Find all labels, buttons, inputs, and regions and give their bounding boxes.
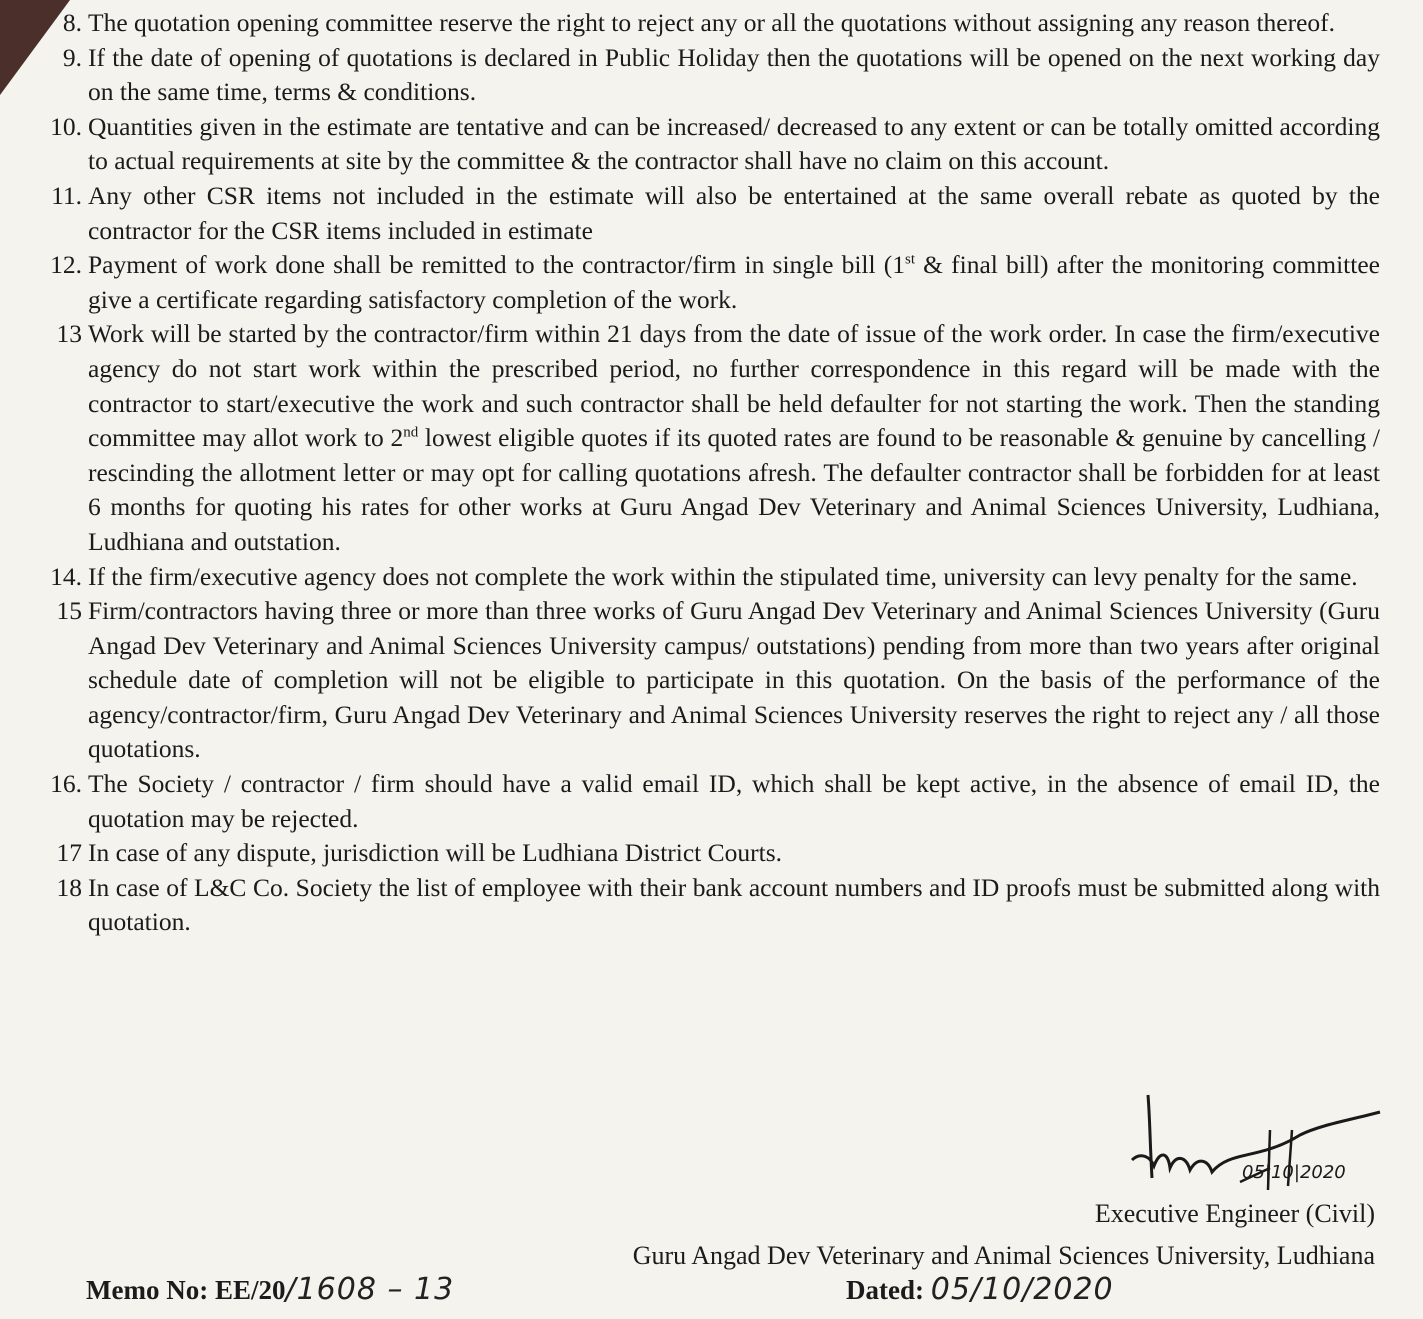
clause-number: 9. <box>62 42 82 72</box>
handwritten-signature <box>1120 1090 1390 1200</box>
clause-number: 10. <box>50 111 82 141</box>
clause-12 <box>38 248 1380 317</box>
clause-text: If the firm/executive agency does not complete the work within the stipulated time, university can levy penalty for the same. <box>88 561 1358 591</box>
clause-text: Firm/contractors having three or more than three works of Guru Angad Dev Veterinary and Animal Sciences University (Guru Angad Dev Veterinary and Animal Sciences University campus/ outstations) pending from more than two years after original schedule date of completion will not be eligible to participate in this quotation. On the basis of the performance of the agency/contractor/firm, Guru Angad Dev Veterinary and Animal Sciences University reserves the right to reject any / all those quotations. <box>88 596 1380 764</box>
clause-text-part: & final bill) after the monitoring committee give a certificate regarding satisfactory completion of the work. <box>88 250 1380 314</box>
clause-13 <box>38 317 1380 559</box>
clause-text: Quantities given in the estimate are tentative and can be increased/ decreased to any extent or can be totally omitted according to actual requirements at site by the committee & the contractor shall have no claim on this account. <box>88 111 1380 176</box>
memo-handwritten-number: /1608 – 13 <box>285 1272 455 1307</box>
clause-17 <box>38 836 1380 871</box>
clause-11 <box>38 179 1380 248</box>
signatory-block <box>633 1193 1375 1277</box>
clause-14 <box>38 560 1380 595</box>
clause-text: In case of L&C Co. Society the list of employee with their bank account numbers and ID proofs must be submitted along with quotation. <box>88 872 1380 937</box>
clause-text <box>88 248 1380 317</box>
memo-label: Memo No: EE/20 <box>86 1275 286 1305</box>
clause-number: 18 <box>56 872 82 902</box>
clause-number: 14. <box>50 561 82 591</box>
clause-number: 13 <box>56 319 82 349</box>
terms-list <box>38 6 1380 940</box>
clause-number: 12. <box>50 250 82 280</box>
clause-8 <box>38 6 1380 41</box>
dated-label: Dated: <box>846 1275 924 1305</box>
memo-date <box>846 1272 1114 1307</box>
clause-text: The Society / contractor / firm should have a valid email ID, which shall be kept active, in the absence of email ID, the quotation may be rejected. <box>88 769 1380 833</box>
memo-number <box>86 1272 454 1307</box>
signatory-title: Executive Engineer (Civil) <box>1094 1199 1375 1228</box>
clause-number: 17 <box>56 838 82 868</box>
clause-16 <box>38 767 1380 836</box>
ordinal-suffix: st <box>905 251 916 268</box>
clause-number: 16. <box>50 769 82 799</box>
clause-number: 8. <box>62 8 82 37</box>
ordinal-suffix: nd <box>403 424 419 441</box>
dated-handwritten-value: 05/10/2020 <box>930 1272 1114 1307</box>
clause-text: Any other CSR items not included in the estimate will also be entertained at the same overall rebate as quoted by the contractor for the CSR items included in estimate <box>88 180 1380 245</box>
clause-text: The quotation opening committee reserve the right to reject any or all the quotations without assigning any reason thereof. <box>88 8 1336 37</box>
signature-date: 05|10|2020 <box>1242 1162 1346 1183</box>
clause-text-part: Payment of work done shall be remitted to the contractor/firm in single bill (1 <box>88 250 905 280</box>
clause-text: In case of any dispute, jurisdiction will be Ludhiana District Courts. <box>88 838 783 868</box>
clause-number: 11. <box>51 180 82 210</box>
signatory-organization: Guru Angad Dev Veterinary and Animal Sciences University, Ludhiana <box>632 1241 1375 1270</box>
clause-text <box>88 317 1380 559</box>
clause-18 <box>38 871 1380 940</box>
clause-10 <box>38 110 1380 179</box>
clause-15 <box>38 594 1380 767</box>
clause-9 <box>38 41 1380 110</box>
clause-number: 15 <box>56 596 82 626</box>
clause-text-part: Work will be started by the contractor/firm within 21 days from the date of issue of the work order. In case the firm/executive agency do not start work within the prescribed period, no further correspondence in this regard will be made with the contractor to start/executive the work and such contractor shall be held defaulter for not starting the work. Then the standing committee may allot work to 2 <box>88 319 1380 453</box>
clause-text: If the date of opening of quotations is declared in Public Holiday then the quotations will be opened on the next working day on the same time, terms & conditions. <box>88 42 1380 107</box>
clause-text-part: lowest eligible quotes if its quoted rates are found to be reasonable & genuine by cancelling / rescinding the allotment letter or may opt for calling quotations afresh. The defaulter contractor shall be forbidden for at least 6 months for quoting his rates for other works at Guru Angad Dev Veterinary and Animal Sciences University, Ludhiana, Ludhiana and outstation. <box>88 423 1380 556</box>
signature-stroke <box>1148 1095 1152 1178</box>
